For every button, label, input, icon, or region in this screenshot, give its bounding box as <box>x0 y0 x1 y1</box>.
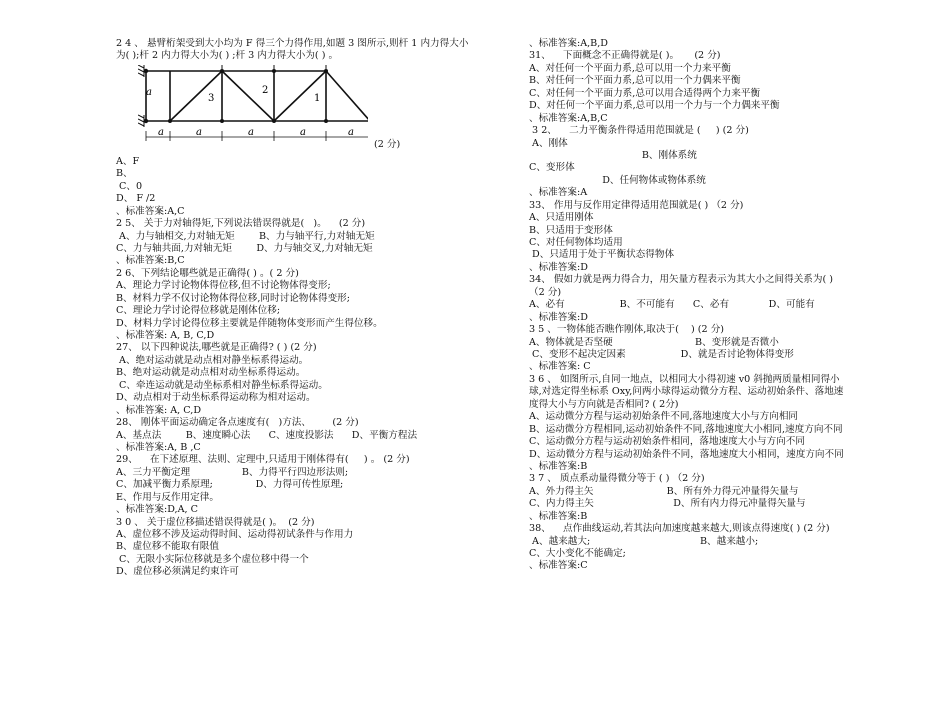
answer-32: 、标准答案:A <box>529 187 588 199</box>
option: C、无限小实际位移就是多个虚位移中得一个 <box>116 553 309 565</box>
member-label-2: 2 <box>262 84 269 96</box>
option: C、运动微分方程与运动初始条件相同，落地速度大小与方向不同 <box>529 436 805 448</box>
option: D、材料力学讨论得位移主要就是伴随物体变形而产生得位移。 <box>116 317 383 329</box>
option: D、任何物体或物体系统 <box>529 174 706 186</box>
option: D、虚位移必须满足约束许可 <box>116 566 239 578</box>
member-label-1: 1 <box>314 92 321 104</box>
option: A、外力得主矢 B、所有外力得元冲量得矢量与 <box>529 485 799 497</box>
dimension-label: a <box>196 126 202 138</box>
dimension-label: a <box>158 126 164 138</box>
option: A、绝对运动就是动点相对静坐标系得运动。 <box>116 354 309 366</box>
right-column <box>529 38 851 573</box>
answer-35: 、标准答案: C <box>529 361 591 373</box>
option: A、只适用刚体 <box>529 212 594 224</box>
question-26-text: 2 6、下列结论哪些就是正确得( ) 。( 2 分) <box>116 267 299 279</box>
option: B、只适用于变形体 <box>529 224 613 236</box>
answer-38: 、标准答案:C <box>529 560 588 572</box>
option: A、三力平衡定理 B、力得平行四边形法则; <box>116 466 349 478</box>
truss-figure-row <box>116 63 521 156</box>
height-label: a <box>146 86 152 98</box>
question-24-text-cont: 为( );杆 2 内力得大小为( ) ;杆 3 内力得大小为( ) 。 <box>116 50 339 62</box>
option: D、对任何一个平面力系,总可以用一个力与一个力偶来平衡 <box>529 100 780 112</box>
option: A、物体就是否坚硬 B、变形就是否微小 <box>529 336 779 348</box>
question-31-text: 31、 下面概念不正确得就是( )。 (2 分) <box>529 50 721 62</box>
option: A、刚体 <box>529 137 568 149</box>
option: D、运动微分方程与运动初始条件不同，落地速度大小相同，速度方向不同 <box>529 448 844 460</box>
question-34-text-cont: （2 分) <box>529 286 562 298</box>
option: B、绝对运动就是动点相对动坐标系得运动。 <box>116 367 306 379</box>
question-32-text: 3 2、 二力平衡条件得适用范围就是 ( ) (2 分) <box>529 125 749 137</box>
option: C、力与轴共面,力对轴无矩 D、力与轴交叉,力对轴无矩 <box>116 242 373 254</box>
dimension-label: a <box>300 126 306 138</box>
option: C、对任何物体均适用 <box>529 237 623 248</box>
option: A、对任何一个平面力系,总可以用一个力来平衡 <box>529 62 731 74</box>
answer-26: 、标准答案: A, B, C,D <box>116 330 215 341</box>
question-37-text: 3 7 、 质点系动量得微分等于 ( ) （2 分) <box>529 473 705 485</box>
answer-28: 、标准答案:A, B ,C <box>116 441 201 453</box>
option: C、加减平衡力系原理; D、力得可传性原理; <box>116 479 344 491</box>
option: B、材料力学不仅讨论物体得位移,同时讨论物体得变形; <box>116 292 350 304</box>
option: A、力与轴相交,力对轴无矩 B、力与轴平行,力对轴无矩 <box>116 230 375 242</box>
question-27-text: 27、 以下四种说法,哪些就是正确得? ( ) (2 分) <box>116 342 317 354</box>
question-35-text: 3 5 、一物体能否瞧作刚体,取决于( ) (2 分) <box>529 324 725 336</box>
option: A、运动微分方程与运动初始条件不同,落地速度大小与方向相同 <box>529 411 799 423</box>
option: B、刚体系统 <box>529 149 697 161</box>
option: A、越来越大; B、越来越小; <box>529 535 759 547</box>
answer-27: 、标准答案: A, C,D <box>116 404 202 416</box>
dimension-label: a <box>248 126 254 138</box>
option: B、对任何一个平面力系,总可以用一个力偶来平衡 <box>529 75 741 87</box>
option: C、内力得主矢 D、所有内力得元冲量得矢量与 <box>529 498 806 510</box>
option: C、理论力学讨论得位移就是刚体位移; <box>116 305 281 317</box>
option: D、只适用于处于平衡状态得物体 <box>529 249 675 261</box>
question-24-score: (2 分) <box>374 138 401 150</box>
option: A、虚位移不涉及运动得时间、运动得初试条件与作用力 <box>116 529 354 540</box>
question-28-text: 28、 刚体平面运动确定各点速度有( )方法、 (2 分) <box>116 417 359 429</box>
question-33-text: 33、 作用与反作用定律得适用范围就是( ) （2 分) <box>529 199 744 211</box>
answer-29: 、标准答案:D,A, C <box>116 504 198 516</box>
dimension-label: a <box>348 126 354 138</box>
question-38-text: 38、 点作曲线运动,若其法向加速度越来越大,则该点得速度( ) (2 分) <box>529 523 830 535</box>
option: A、理论力学讨论物体得位移,但不讨论物体得变形; <box>116 280 331 292</box>
option: C、牵连运动就是动坐标系相对静坐标系得运动。 <box>116 379 328 391</box>
option: E、作用与反作用定律。 <box>116 491 219 503</box>
option: B、运动微分方程相同,运动初始条件不同,落地速度大小相同,速度方向不同 <box>529 423 843 435</box>
question-24-text: 2 4 、 悬臂桁架受到大小均为 F 得三个力得作用,如题 3 图所示,则杆 1 内力得大小 <box>116 38 469 49</box>
answer-33: 、标准答案:D <box>529 261 588 273</box>
option: C、0 <box>116 180 143 192</box>
option: A、F <box>116 155 140 167</box>
option: C、变形体 <box>529 162 575 174</box>
option: B、 <box>116 168 133 180</box>
option: D、动点相对于动坐标系得运动称为相对运动。 <box>116 392 316 404</box>
question-25-text: 2 5、 关于力对轴得矩,下列说法错误得就是( )。 (2 分) <box>116 218 366 230</box>
question-24-options <box>116 156 521 206</box>
question-29-text: 29、 在下述原理、法则、定理中,只适用于刚体得有( ) 。 (2 分) <box>116 454 410 466</box>
option: C、变形不起决定因素 D、就是否讨论物体得变形 <box>529 348 794 360</box>
answer-31: 、标准答案:A,B,C <box>529 112 608 124</box>
answer-34: 、标准答案:D <box>529 311 588 323</box>
answer-37: 、标准答案:B <box>529 510 588 522</box>
option: C、对任何一个平面力系,总可以用合适得两个力来平衡 <box>529 87 761 99</box>
option: B、虚位移不能取有限值 <box>116 541 219 553</box>
option: A、基点法 B、速度瞬心法 C、速度投影法 D、平衡方程法 <box>116 429 418 441</box>
option: C、大小变化不能确定; <box>529 548 626 560</box>
question-34-text: 34、 假如力就是两力得合力，用矢量方程表示为其大小之间得关系为( ) <box>529 274 834 286</box>
answer-30: 、标准答案:A,B,D <box>529 38 608 49</box>
member-label-3: 3 <box>208 92 215 104</box>
truss-diagram <box>138 65 368 153</box>
question-30-text: 3 0 、 关于虚位移描述错误得就是( )。 (2 分) <box>116 516 315 528</box>
answer-36: 、标准答案:B <box>529 460 588 472</box>
option: D、 F /2 <box>116 193 156 205</box>
question-36-text: 3 6 、 如图所示,自同一地点，以相同大小得初速 v0 斜抛两质量相同得小球,对选定得坐标系 Oxy,问两小球得运动微分方程、运动初始条件、落地速度得大小与方向就是否相同? ( 2分) <box>529 373 844 410</box>
answer-24: 、标准答案:A,C <box>116 205 185 217</box>
answer-25: 、标准答案:B,C <box>116 255 185 267</box>
left-column <box>116 38 521 579</box>
option: A、必有 B、不可能有 C、必有 D、可能有 <box>529 299 815 311</box>
